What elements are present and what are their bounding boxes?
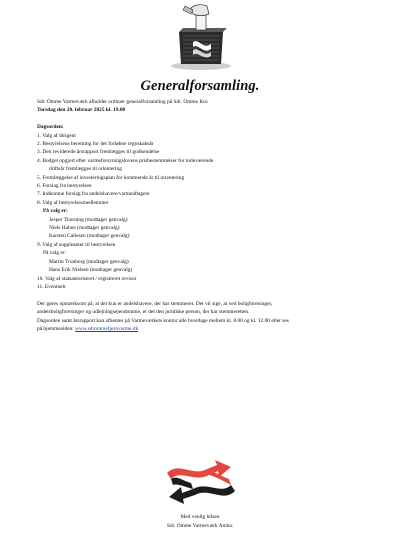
candidate-martin-tronborg: Martin Tronborg (modtager genvalg) <box>49 258 129 265</box>
agenda-item-8: 8. Valg af bestyrelsesmedlemmer <box>37 199 109 206</box>
closing-greeting: Med venlig hilsen <box>180 514 220 520</box>
availability-notice-line-1: Dagsorden samt årsrapport kan afhentes på Varmeværkets kontor alle hverdage mellem kl. 8.00 og kl. 12.00 eller ses <box>37 317 289 324</box>
agenda-item-5: 5. Fremlæggelse af investeringsplan for kommende år til orientering <box>37 174 185 181</box>
agenda-item-1: 1. Valg af dirigent <box>37 132 76 139</box>
closing-signature: Sdr. Omme Varmeværk Amba. <box>166 522 234 529</box>
agenda-item-9: 9. Valg af suppleanter til bestyrelsen <box>37 241 116 248</box>
meeting-datetime: Torsdag den 20. februar 2025 kl. 19.00 <box>37 107 126 114</box>
candidate-jesper-thorning: Jesper Thorning (modtager genvalg) <box>49 216 128 223</box>
agenda-item-4-continued: driftsår fremlægges til orientering <box>49 166 122 173</box>
candidate-hans-erik-nielsen: Hans Erik Nielsen (modtager genvalg) <box>49 267 133 274</box>
company-logo <box>163 457 239 507</box>
agenda-item-2: 2. Bestyrelsens beretning for det forløbne regnskabsår <box>37 141 154 148</box>
document-body <box>37 98 372 333</box>
agenda-item-11: 11. Eventuelt <box>37 283 66 290</box>
ballot-box-illustration <box>165 2 237 72</box>
agenda-item-7: 7. Indkomne forslag fra andelshavere/varmeaftagere <box>37 191 150 198</box>
voting-notice-line-1: Der gøres opmærksom på, at det kun er andelshavere, der har stemmeret. Det vil sige, at ved boligforeninger, <box>37 300 273 307</box>
candidate-niels-hahne: Niels Hahne (modtager genvalg) <box>49 225 120 232</box>
website-prefix: på hjemmesiden: <box>37 325 76 332</box>
closing-block <box>0 513 400 530</box>
availability-notice-line-2 <box>37 325 372 333</box>
agenda-item-8-subheading: På valg er: <box>43 208 68 215</box>
page-title: Generalforsamling. <box>140 78 260 94</box>
agenda-item-4: 4. Budget opgjort efter varmeforsyningslovens prisbestemmelser for indeværende <box>37 157 214 164</box>
agenda-item-3: 3. Den reviderede årsrapport fremlægges til godkendelse <box>37 149 160 156</box>
agenda-heading: Dagsorden: <box>37 124 64 131</box>
website-link[interactable]: www.sdrommefjernvarme.dk <box>75 325 139 332</box>
voting-notice-line-2: andelsboligforeninger og udlejningsejendomme, er det den juridiske person, der har stemmeretten. <box>37 309 250 316</box>
agenda-item-6: 6. Forslag fra bestyrelsen <box>37 183 92 190</box>
intro-text: Sdr. Omme Varmeværk afholder ordinær generalforsamling på Sdr. Omme Kro <box>37 99 208 105</box>
candidate-karsten-callesen: Karsten Callesen (modtager genvalg) <box>49 233 130 240</box>
agenda-item-9-subheading: På valg er: <box>43 250 67 257</box>
agenda-item-10: 10. Valg af statsautoriseret / registreret revisor <box>37 275 137 282</box>
